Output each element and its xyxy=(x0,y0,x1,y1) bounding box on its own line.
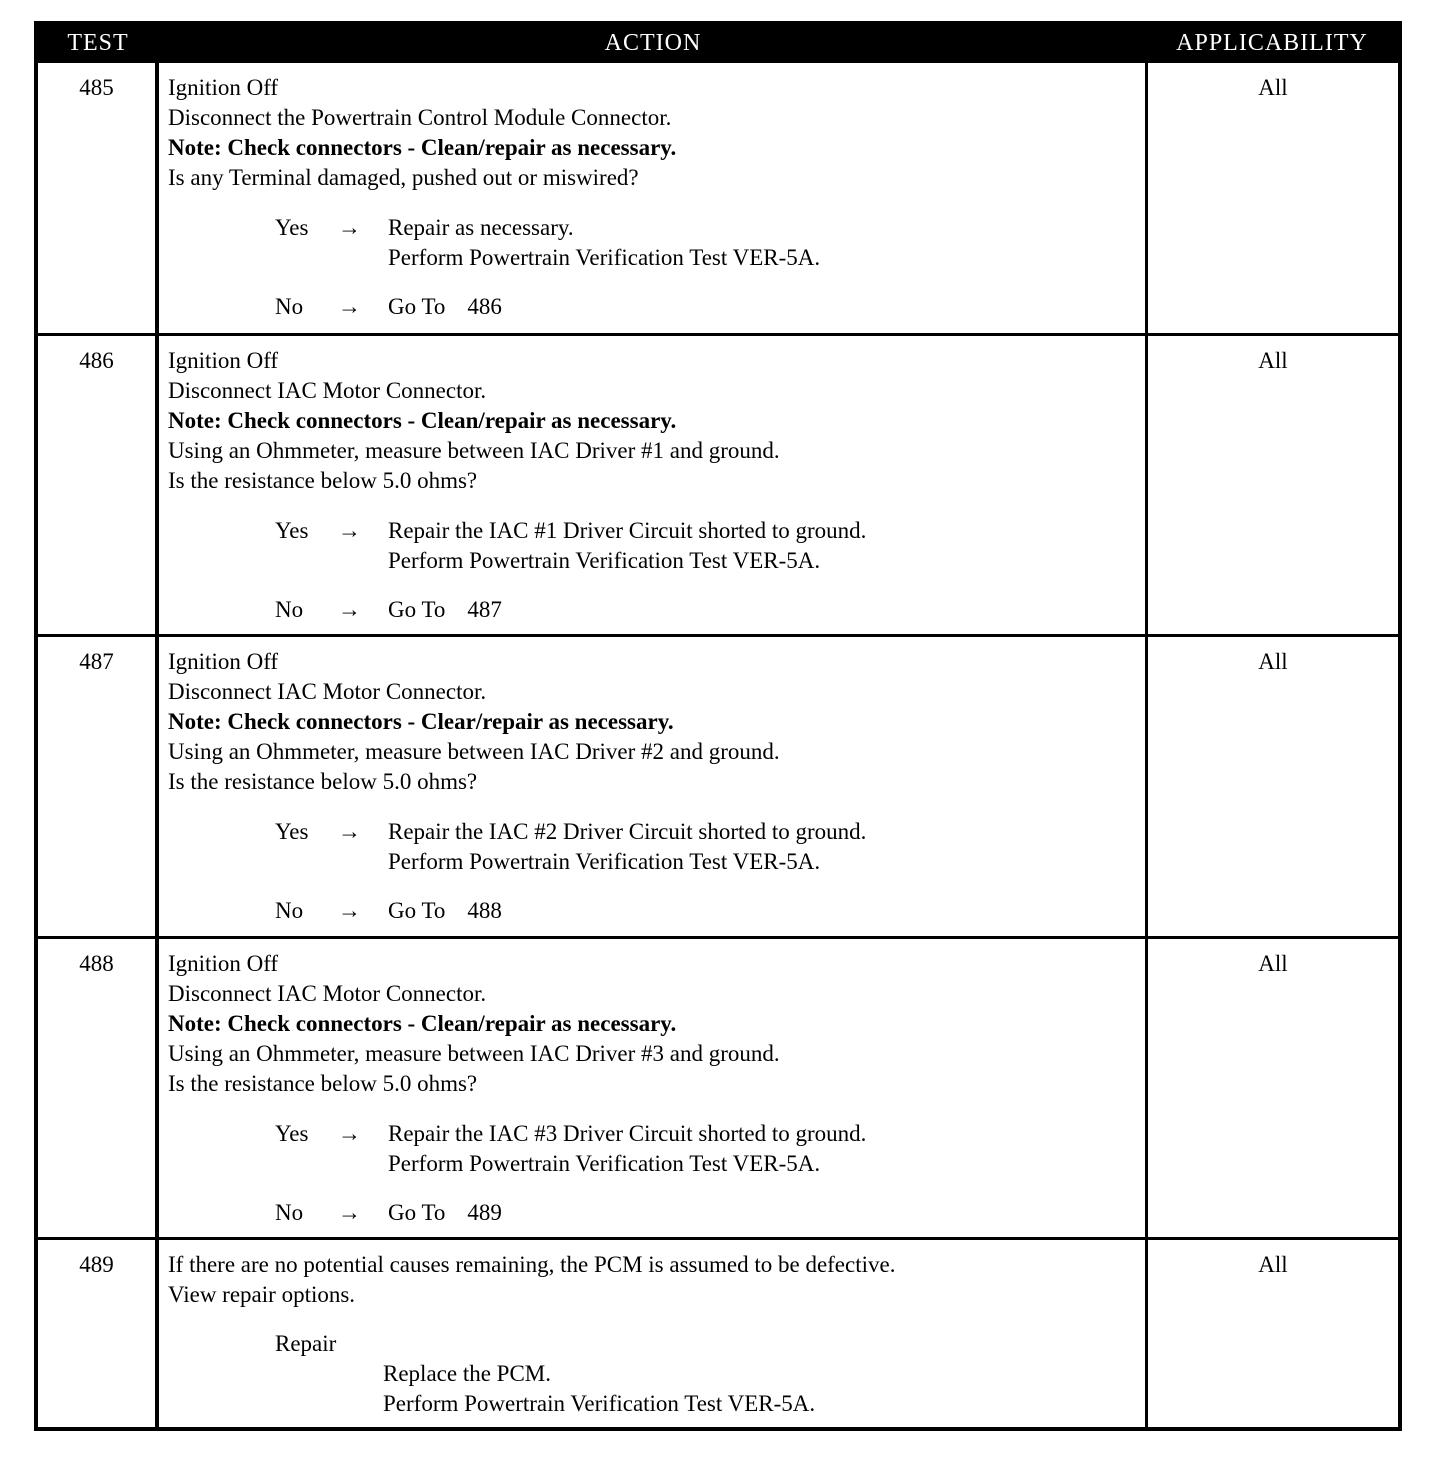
no-answer xyxy=(168,896,1145,926)
yes-result: Perform Powertrain Verification Test VER-5A. xyxy=(388,1151,821,1176)
goto-label: Go To xyxy=(388,1200,446,1225)
applicability-value: All xyxy=(1148,637,1398,936)
note-line: Note: Check connectors - Clean/repair as necessary. xyxy=(168,135,677,160)
action-line: Disconnect the Powertrain Control Module Connector. xyxy=(168,105,672,130)
arrow-icon: → xyxy=(338,1121,361,1146)
yes-result: Perform Powertrain Verification Test VER-5A. xyxy=(388,548,821,573)
action-line: Using an Ohmmeter, measure between IAC Driver #1 and ground. xyxy=(168,438,780,463)
table-row-485 xyxy=(38,63,1398,336)
action-line: Disconnect IAC Motor Connector. xyxy=(168,378,487,403)
arrow-icon: → xyxy=(338,518,361,543)
yes-result: Repair the IAC #1 Driver Circuit shorted to ground. xyxy=(388,518,867,543)
yes-result: Repair the IAC #3 Driver Circuit shorted to ground. xyxy=(388,1121,867,1146)
goto-label: Go To xyxy=(388,597,446,622)
yes-answer-continued xyxy=(168,546,1145,576)
yes-answer-continued xyxy=(168,243,1145,273)
goto-label: Go To xyxy=(388,294,446,319)
header-action: ACTION xyxy=(604,30,702,56)
table-row-488 xyxy=(38,939,1398,1240)
yes-result: Perform Powertrain Verification Test VER-5A. xyxy=(388,849,821,874)
applicability-value: All xyxy=(1148,63,1398,333)
header-applicability: APPLICABILITY xyxy=(1176,30,1368,56)
applicability-value: All xyxy=(1148,336,1398,634)
arrow-icon: → xyxy=(338,215,361,240)
note-line: Note: Check connectors - Clean/repair as necessary. xyxy=(168,1011,677,1036)
yes-answer-continued xyxy=(168,847,1145,877)
action-line: If there are no potential causes remaining, the PCM is assumed to be defective. xyxy=(168,1252,896,1277)
action-line: Ignition Off xyxy=(168,348,279,373)
repair-step: Replace the PCM. xyxy=(383,1361,551,1386)
repair-step: Perform Powertrain Verification Test VER-5A. xyxy=(383,1391,816,1416)
no-label: No xyxy=(275,898,304,923)
action-cell xyxy=(159,336,1145,634)
action-line: Ignition Off xyxy=(168,649,279,674)
test-number: 487 xyxy=(38,637,155,936)
action-line: View repair options. xyxy=(168,1282,356,1307)
applicability-value: All xyxy=(1148,939,1398,1237)
applicability-value: All xyxy=(1148,1240,1398,1427)
action-cell xyxy=(159,939,1145,1237)
yes-answer xyxy=(168,516,1145,546)
no-label: No xyxy=(275,597,304,622)
question-line: Is the resistance below 5.0 ohms? xyxy=(168,1071,478,1096)
header-test: TEST xyxy=(67,30,129,56)
yes-label: Yes xyxy=(275,819,309,844)
goto-label: Go To xyxy=(388,898,446,923)
action-line: Ignition Off xyxy=(168,75,279,100)
yes-label: Yes xyxy=(275,215,309,240)
yes-result: Perform Powertrain Verification Test VER-5A. xyxy=(388,245,821,270)
question-line: Is the resistance below 5.0 ohms? xyxy=(168,769,478,794)
arrow-icon: → xyxy=(338,294,361,319)
action-line: Using an Ohmmeter, measure between IAC Driver #2 and ground. xyxy=(168,739,780,764)
yes-answer xyxy=(168,1119,1145,1149)
yes-answer xyxy=(168,817,1145,847)
arrow-icon: → xyxy=(338,819,361,844)
action-line: Using an Ohmmeter, measure between IAC Driver #3 and ground. xyxy=(168,1041,780,1066)
yes-result: Repair the IAC #2 Driver Circuit shorted to ground. xyxy=(388,819,867,844)
test-number: 488 xyxy=(38,939,155,1237)
no-answer xyxy=(168,292,1145,322)
table-row-489 xyxy=(38,1240,1398,1427)
question-line: Is the resistance below 5.0 ohms? xyxy=(168,468,478,493)
action-line: Disconnect IAC Motor Connector. xyxy=(168,679,487,704)
arrow-icon: → xyxy=(338,898,361,923)
action-cell xyxy=(159,63,1145,333)
diagnostic-table xyxy=(34,21,1402,1431)
action-line: Disconnect IAC Motor Connector. xyxy=(168,981,487,1006)
action-line: Ignition Off xyxy=(168,951,279,976)
arrow-icon: → xyxy=(338,1200,361,1225)
goto-test-link[interactable]: 486 xyxy=(467,294,502,319)
table-row-487 xyxy=(38,637,1398,939)
repair-label: Repair xyxy=(275,1331,337,1356)
yes-label: Yes xyxy=(275,518,309,543)
goto-test-link[interactable]: 489 xyxy=(467,1200,502,1225)
test-number: 486 xyxy=(38,336,155,634)
yes-answer xyxy=(168,213,1145,243)
action-cell xyxy=(159,1240,1145,1427)
test-number: 485 xyxy=(38,63,155,333)
test-number: 489 xyxy=(38,1240,155,1427)
table-header xyxy=(38,25,1398,63)
arrow-icon: → xyxy=(338,597,361,622)
note-line: Note: Check connectors - Clean/repair as necessary. xyxy=(168,408,677,433)
no-answer xyxy=(168,1198,1145,1228)
yes-label: Yes xyxy=(275,1121,309,1146)
goto-test-link[interactable]: 488 xyxy=(467,898,502,923)
question-line: Is any Terminal damaged, pushed out or miswired? xyxy=(168,165,639,190)
action-cell xyxy=(159,637,1145,936)
note-line: Note: Check connectors - Clear/repair as necessary. xyxy=(168,709,674,734)
no-label: No xyxy=(275,294,304,319)
table-row-486 xyxy=(38,336,1398,637)
no-answer xyxy=(168,595,1145,625)
goto-test-link[interactable]: 487 xyxy=(467,597,502,622)
yes-answer-continued xyxy=(168,1149,1145,1179)
no-label: No xyxy=(275,1200,304,1225)
yes-result: Repair as necessary. xyxy=(388,215,574,240)
